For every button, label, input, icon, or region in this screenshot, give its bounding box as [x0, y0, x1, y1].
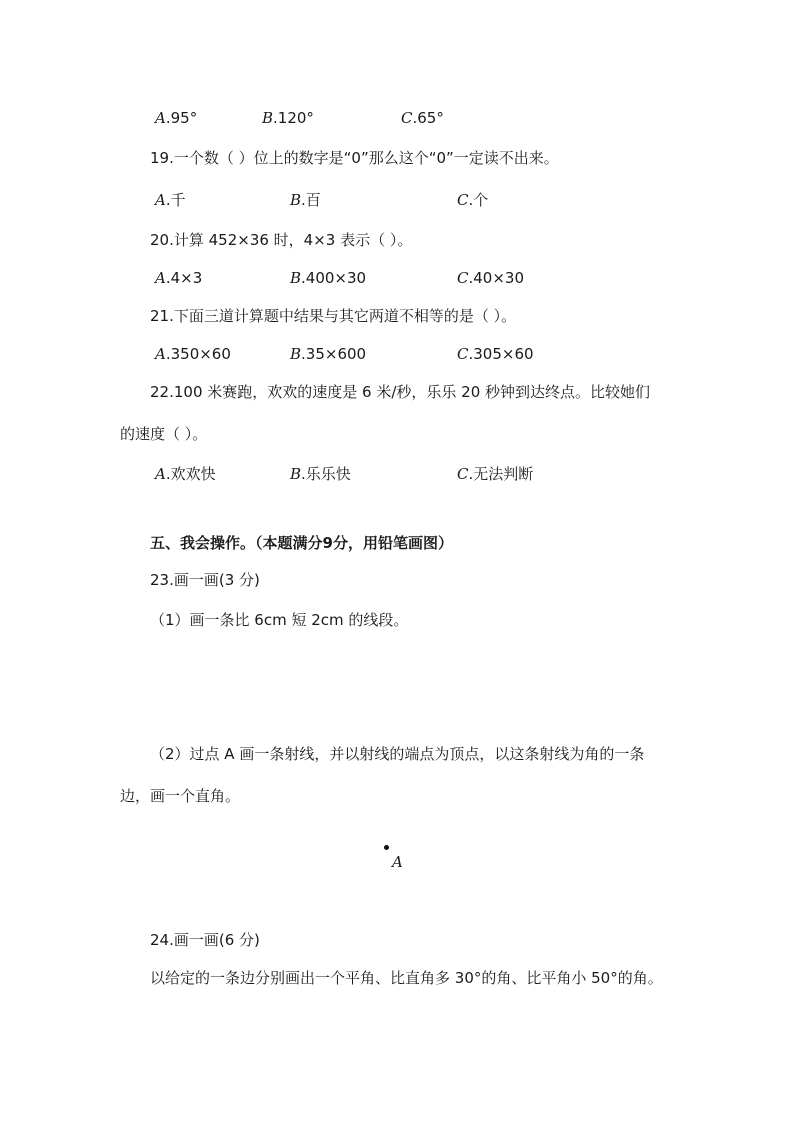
option-text: .40×30: [468, 269, 524, 287]
option-text: .乐乐快: [301, 465, 351, 483]
q18-option-b: [262, 108, 314, 128]
q23-part2-line2: 边，画一个直角。: [120, 787, 241, 805]
option-text: .350×60: [165, 345, 231, 363]
option-text: .305×60: [468, 345, 534, 363]
option-text: .35×600: [301, 345, 367, 363]
option-text: .65°: [412, 109, 444, 127]
q23-title: 23.画一画(3 分): [150, 571, 260, 589]
option-letter: C: [457, 345, 469, 363]
q23-part2-line1: （2）过点 A 画一条射线，并以射线的端点为顶点，以这条射线为角的一条: [150, 745, 645, 763]
option-text: .百: [301, 191, 321, 209]
option-text: .95°: [165, 109, 198, 127]
option-letter: C: [401, 109, 413, 127]
q21-option-b: [290, 344, 366, 364]
option-letter: A: [155, 269, 166, 287]
option-letter: B: [290, 191, 302, 209]
q19-option-a: [155, 190, 186, 210]
q22-stem-line1: 22.100 米赛跑，欢欢的速度是 6 米/秒，乐乐 20 秒钟到达终点。比较她们: [150, 383, 651, 401]
option-letter: B: [290, 345, 302, 363]
option-letter: A: [155, 191, 166, 209]
q19-option-c: [457, 190, 488, 210]
option-text: .4×3: [165, 269, 203, 287]
option-letter: A: [155, 465, 166, 483]
q20-stem: 20.计算 452×36 时，4×3 表示（ ）。: [150, 231, 413, 249]
point-a-dot: [384, 845, 389, 850]
option-letter: A: [155, 345, 166, 363]
option-text: .个: [468, 191, 489, 209]
option-text: .400×30: [301, 269, 367, 287]
q18-option-c: [401, 108, 444, 128]
q21-stem: 21.下面三道计算题中结果与其它两道不相等的是（ ）。: [150, 307, 517, 325]
q22-option-c: [457, 464, 533, 484]
option-letter: C: [457, 269, 469, 287]
q24-title: 24.画一画(6 分): [150, 931, 260, 949]
q19-option-b: [290, 190, 321, 210]
q20-option-a: [155, 268, 202, 288]
q20-option-c: [457, 268, 524, 288]
q20-option-b: [290, 268, 366, 288]
option-letter: B: [262, 109, 274, 127]
q24-text: 以给定的一条边分别画出一个平角、比直角多 30°的角、比平角小 50°的角。: [150, 969, 663, 987]
option-text: .无法判断: [468, 465, 534, 483]
q21-option-c: [457, 344, 534, 364]
option-letter: A: [155, 109, 166, 127]
q22-option-a: [155, 464, 216, 484]
q22-stem-line2: 的速度（ ）。: [120, 425, 208, 443]
q22-option-b: [290, 464, 351, 484]
option-text: .欢欢快: [165, 465, 216, 483]
q21-option-a: [155, 344, 231, 364]
q23-part1: （1）画一条比 6cm 短 2cm 的线段。: [150, 611, 409, 629]
point-a-label: A: [392, 853, 403, 871]
option-letter: B: [290, 465, 302, 483]
section-5-title: 五、我会操作。（本题满分9分，用铅笔画图）: [150, 534, 453, 552]
option-letter: B: [290, 269, 302, 287]
option-letter: C: [457, 191, 469, 209]
option-text: .千: [165, 191, 186, 209]
q18-option-a: [155, 108, 197, 128]
q19-stem: 19.一个数（ ）位上的数字是“0”那么这个“0”一定读不出来。: [150, 149, 559, 167]
option-text: .120°: [273, 109, 314, 127]
option-letter: C: [457, 465, 469, 483]
